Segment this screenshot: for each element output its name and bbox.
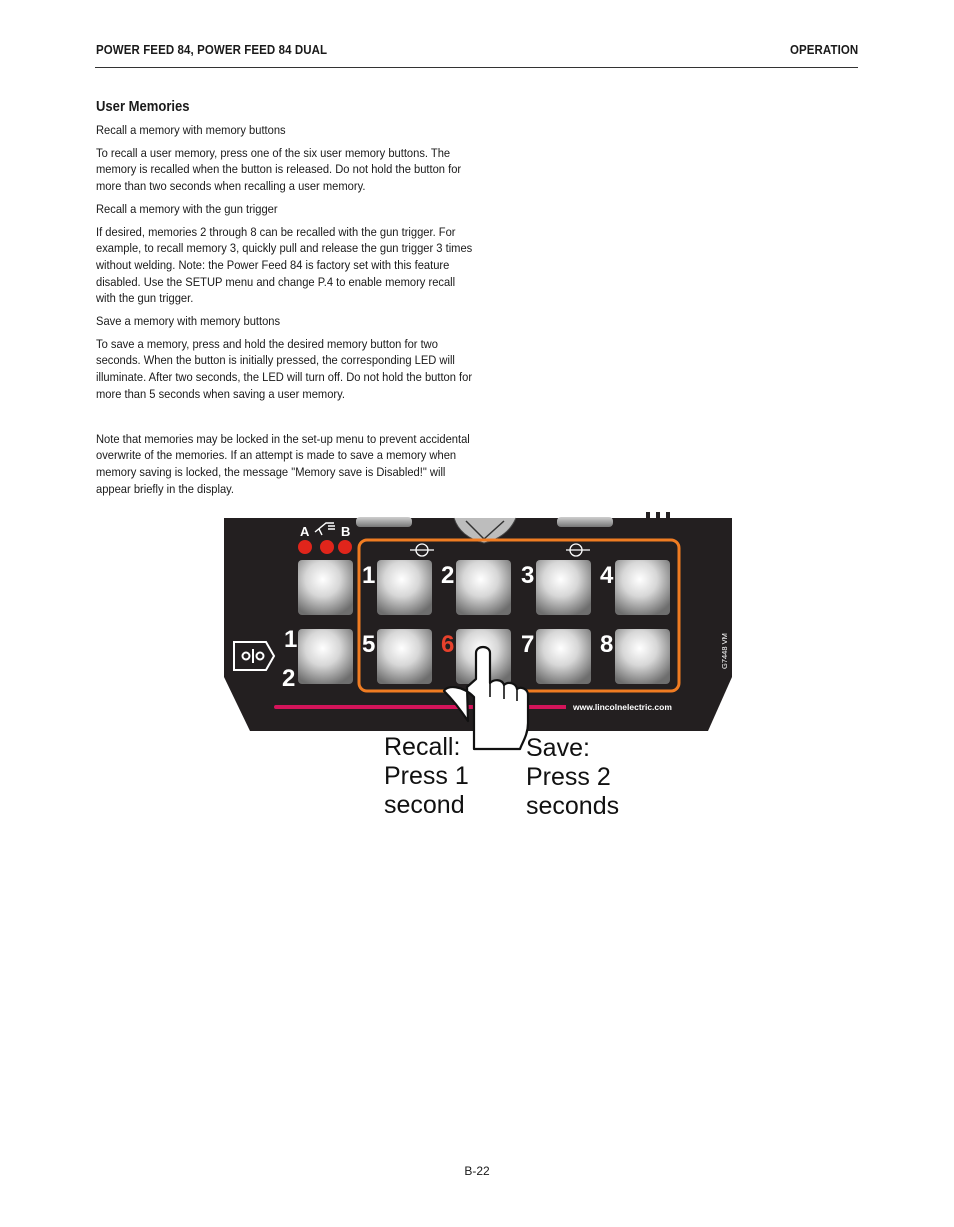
- memory-button-1[interactable]: [377, 560, 432, 615]
- section-title: User Memories: [96, 99, 190, 115]
- top-knob-right: [557, 517, 613, 527]
- website-url: www.lincolnelectric.com: [573, 702, 672, 712]
- memory-button-label-2: 2: [441, 562, 455, 589]
- save-callout-line-2: Press 2: [526, 763, 611, 791]
- led-3: [338, 540, 352, 554]
- save-callout: [526, 734, 619, 821]
- save-callout-line-1: Save:: [526, 734, 590, 762]
- led-1: [298, 540, 312, 554]
- memory-button-8[interactable]: [615, 629, 670, 684]
- save-callout-line-3: seconds: [526, 792, 620, 820]
- memory-button-7[interactable]: [536, 629, 591, 684]
- memory-button-label-6: 6: [441, 631, 455, 658]
- page-number: B-22: [464, 1164, 490, 1178]
- control-panel-figure: [222, 507, 734, 827]
- memory-button-label-4: 4: [600, 562, 614, 589]
- memory-button-2[interactable]: [456, 560, 511, 615]
- memory-button-label-8: 8: [600, 631, 614, 658]
- memory-button-label-1: 1: [362, 562, 376, 589]
- recall-callout: [384, 733, 469, 820]
- memory-button-label-5: 5: [362, 631, 376, 658]
- memory-button-label-7: 7: [521, 631, 535, 658]
- main-content: [96, 98, 476, 503]
- dual-procedure-button[interactable]: [298, 629, 353, 684]
- dual-procedure-label-1: 1: [284, 626, 298, 653]
- subheading-recall-buttons: Recall a memory with memory buttons: [96, 123, 286, 137]
- recall-callout-line-3: second: [384, 791, 465, 819]
- subheading-save-buttons: Save a memory with memory buttons: [96, 314, 281, 329]
- led-label-b: B: [341, 524, 351, 539]
- recall-callout-line-1: Recall:: [384, 733, 461, 761]
- memory-button-label-3: 3: [521, 562, 535, 589]
- figure-code: G7448 VM: [720, 633, 729, 669]
- memory-button-3[interactable]: [536, 560, 591, 615]
- paragraph-recall-buttons: To recall a user memory, press one of the six user memory buttons. The memory is recalled when the button is released. Do not hold the button for more than two seconds when recalling a user memory.: [96, 145, 462, 194]
- procedure-ab-button[interactable]: [298, 560, 353, 615]
- led-2: [320, 540, 334, 554]
- header-document-title: POWER FEED 84, POWER FEED 84 DUAL: [96, 43, 328, 57]
- top-knob-left: [356, 517, 412, 527]
- header-section-title: OPERATION: [789, 43, 858, 57]
- recall-callout-line-2: Press 1: [384, 762, 469, 790]
- memory-button-5[interactable]: [377, 629, 432, 684]
- header-divider: [95, 67, 858, 68]
- memory-button-4[interactable]: [615, 560, 670, 615]
- paragraph-memory-lock-note: Note that memories may be locked in the set-up menu to prevent accidental overwrite of the memories. If an attempt is made to save a memory when memory saving is locked, the message "Memory save is Disabled!" will appear briefly in the display.: [96, 431, 470, 496]
- subheading-recall-trigger: Recall a memory with the gun trigger: [96, 201, 278, 216]
- paragraph-save-buttons: To save a memory, press and hold the desired memory button for two seconds. When the button is initially pressed, the corresponding LED will illuminate. After two seconds, the LED will turn off. Do not hold the button for more than 5 seconds when saving a user memory.: [96, 336, 473, 401]
- paragraph-recall-trigger: If desired, memories 2 through 8 can be recalled with the gun trigger. For example, to recall memory 3, quickly pull and release the gun trigger 3 times without welding. Note: the Power Feed 84 is factory set with this feature disabled. Use the SETUP menu and change P.4 to enable memory recall with the gun trigger.: [96, 224, 473, 306]
- dual-procedure-label-2: 2: [282, 665, 296, 692]
- led-label-a: A: [300, 524, 310, 539]
